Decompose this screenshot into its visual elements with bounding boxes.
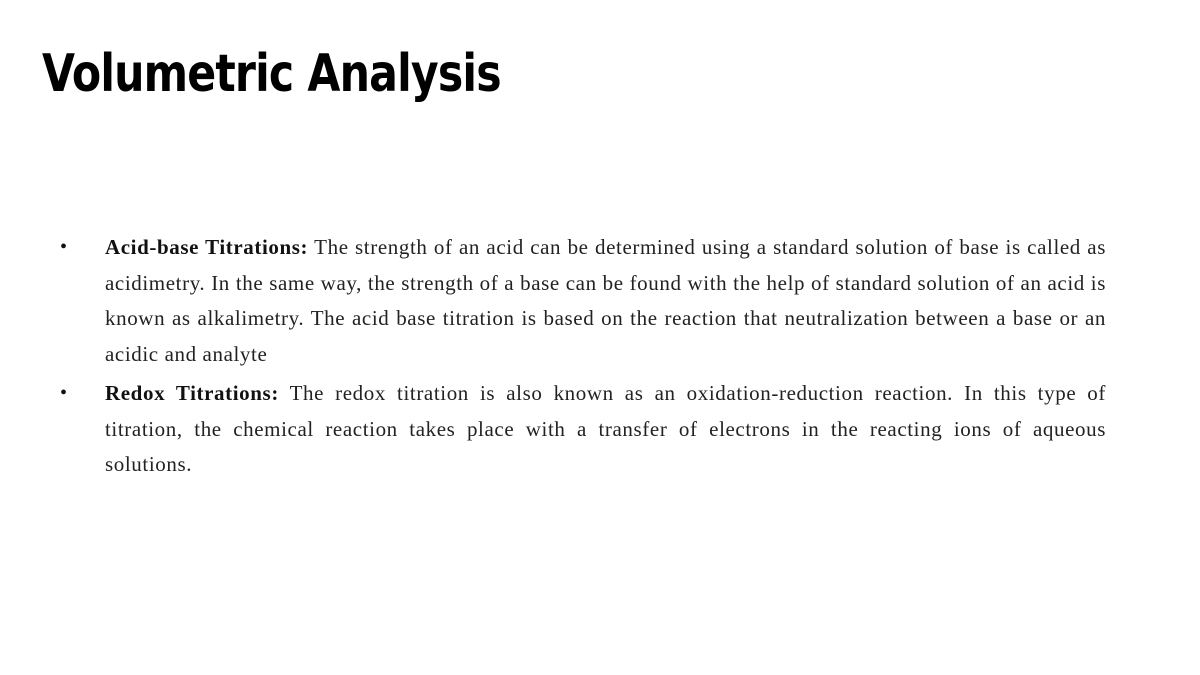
bullet-description: The redox titration is also known as an oxidation-reduction reaction. In this type of titration, the chemical reaction takes place with a transfer of electrons in the reacting ions of aqueous solutions.	[105, 381, 1107, 476]
slide-title: Volumetric Analysis	[42, 44, 501, 104]
bullet-description: The strength of an acid can be determined using a standard solution of base is called as acidimetry. In the same way, the strength of a base can be found with the help of standard solution of an acid is known as alkalimetry. The acid base titration is based on the reaction that neutralization between a base or an acidic and analyte	[105, 235, 1106, 366]
bullet-term: Acid-base Titrations:	[105, 235, 309, 259]
list-item-acid-base-titrations	[58, 230, 1106, 372]
bullet-paragraph	[105, 376, 1106, 483]
bullet-list	[58, 230, 1106, 483]
bullet-icon: •	[60, 236, 68, 258]
slide-body	[58, 230, 1106, 487]
bullet-icon: •	[60, 382, 68, 404]
bullet-paragraph	[105, 230, 1106, 372]
list-item-redox-titrations	[58, 376, 1106, 483]
bullet-term: Redox Titrations:	[105, 381, 279, 405]
